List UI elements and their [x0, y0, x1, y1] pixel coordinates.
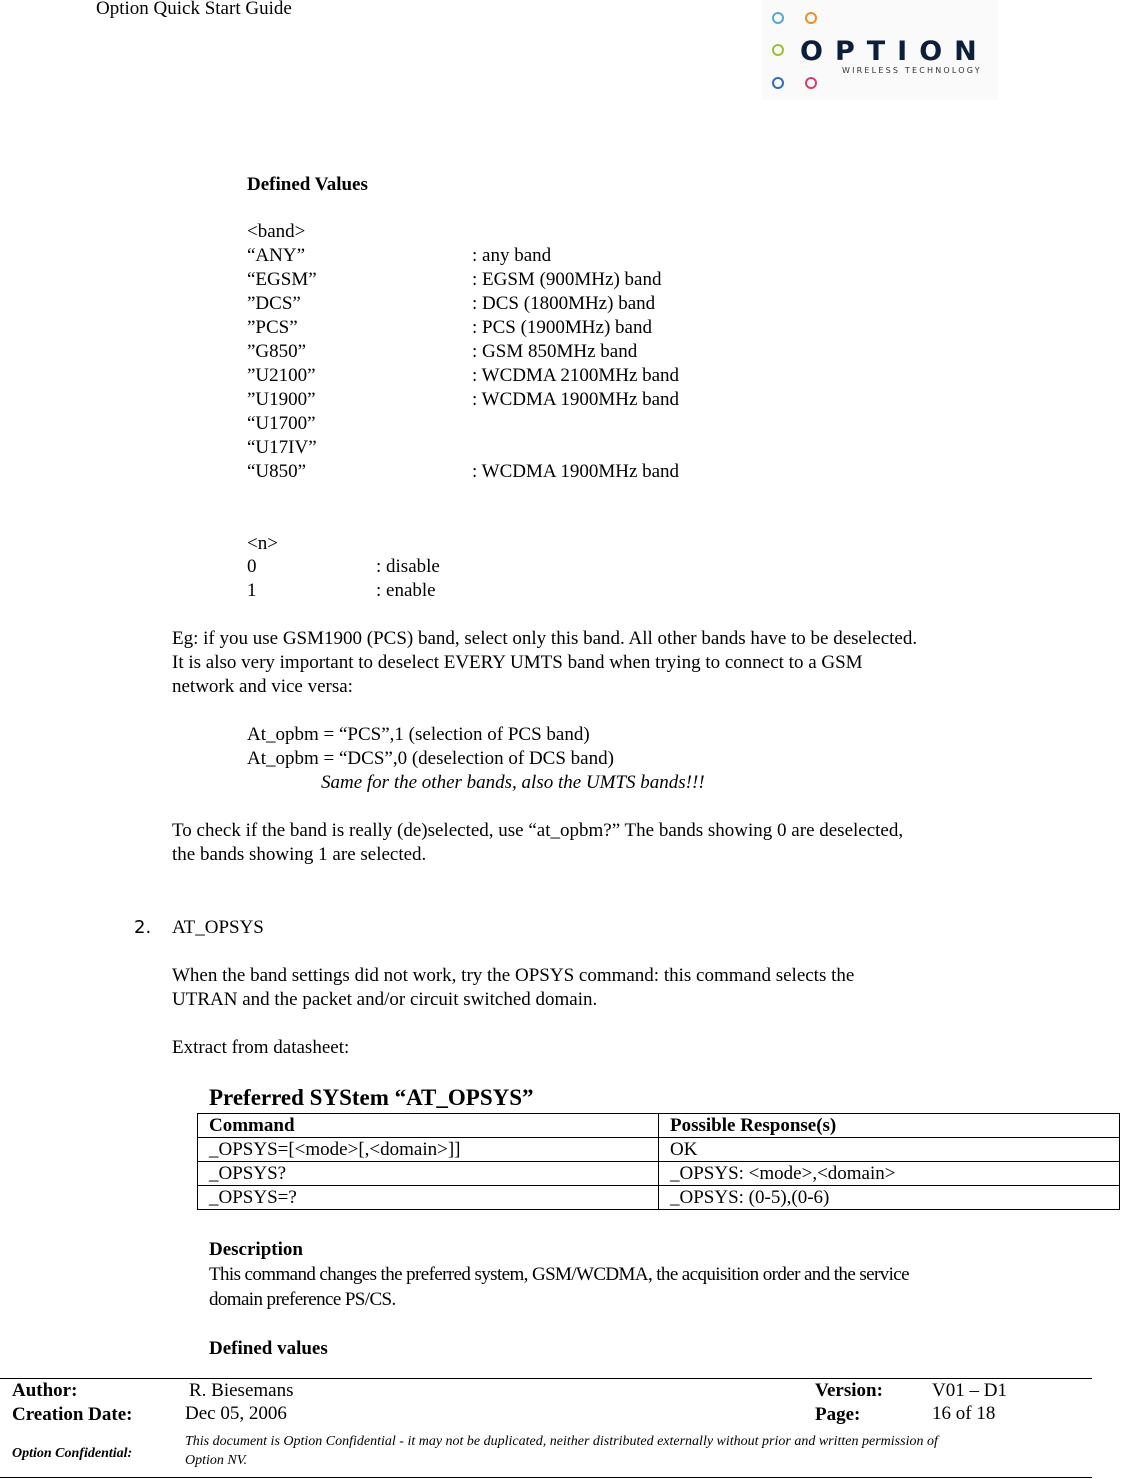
- opsys-command-table: [197, 1113, 1120, 1210]
- table-header-row: [198, 1114, 1120, 1138]
- logo-ring-icon: [772, 12, 784, 24]
- example-note: Same for the other bands, also the UMTS bands!!!: [321, 772, 705, 793]
- footer-author: R. Biesemans: [189, 1380, 294, 1401]
- description-line: This command changes the preferred system, GSM/WCDMA, the acquisition order and the service: [209, 1264, 909, 1285]
- table-row: [198, 1138, 1120, 1162]
- example-command-2: At_opbm = “DCS”,0 (deselection of DCS band): [247, 748, 614, 769]
- footer-author-label: Author:: [12, 1380, 78, 1401]
- logo-ring-icon: [772, 77, 784, 89]
- band-name: “U850”: [247, 461, 307, 482]
- table-header-cell: Possible Response(s): [659, 1114, 1120, 1138]
- band-name: “EGSM”: [247, 269, 317, 290]
- band-name: ”DCS”: [247, 293, 301, 314]
- band-description: : WCDMA 2100MHz band: [472, 365, 680, 386]
- check-line: the bands showing 1 are selected.: [172, 844, 427, 865]
- table-cell: _OPSYS?: [198, 1162, 659, 1186]
- description-line: domain preference PS/CS.: [209, 1289, 396, 1310]
- n-description: : disable: [376, 556, 440, 577]
- section-title: AT_OPSYS: [172, 917, 264, 938]
- footer-confidential-text: Option NV.: [185, 1453, 247, 1468]
- example-line: It is also very important to deselect EVERY UMTS band when trying to connect to a GSM: [172, 652, 863, 673]
- band-name: “U1700”: [247, 413, 316, 434]
- footer-confidential-text: This document is Option Confidential - it may not be duplicated, neither distributed externally without prior and written permission of: [185, 1434, 938, 1449]
- band-name: ”PCS”: [247, 317, 298, 338]
- logo-tagline: WIRELESS TECHNOLOGY: [842, 66, 982, 75]
- table-row: [198, 1162, 1120, 1186]
- footer-top-rule: [0, 1378, 1092, 1379]
- extract-label: Extract from datasheet:: [172, 1037, 350, 1058]
- document-title: Option Quick Start Guide: [96, 0, 292, 19]
- band-description: : WCDMA 1900MHz band: [472, 461, 680, 482]
- example-line: network and vice versa:: [172, 676, 353, 697]
- band-name: ”U1900”: [247, 389, 316, 410]
- table-cell: _OPSYS: <mode>,<domain>: [659, 1162, 1120, 1186]
- table-row: [198, 1186, 1120, 1210]
- section-intro-line: When the band settings did not work, try the OPSYS command: this command selects the: [172, 965, 855, 986]
- example-line: Eg: if you use GSM1900 (PCS) band, select only this band. All other bands have to be deselected.: [172, 628, 918, 649]
- table-cell: OK: [659, 1138, 1120, 1162]
- n-value: 1: [247, 580, 257, 601]
- band-description: : GSM 850MHz band: [472, 341, 638, 362]
- band-name: “ANY”: [247, 245, 306, 266]
- band-name: ”U2100”: [247, 365, 316, 386]
- footer-page: 16 of 18: [932, 1403, 996, 1424]
- footer-date-label: Creation Date:: [12, 1404, 133, 1425]
- band-name: ”G850”: [247, 341, 307, 362]
- band-description: : PCS (1900MHz) band: [472, 317, 652, 338]
- check-line: To check if the band is really (de)selected, use “at_opbm?” The bands showing 0 are deselected,: [172, 820, 904, 841]
- description-heading: Description: [209, 1239, 303, 1260]
- logo-wordmark: OPTION: [800, 36, 989, 67]
- band-description: : DCS (1800MHz) band: [472, 293, 656, 314]
- band-description: : WCDMA 1900MHz band: [472, 389, 680, 410]
- logo-ring-icon: [805, 12, 817, 24]
- logo-ring-icon: [805, 77, 817, 89]
- table-header-cell: Command: [198, 1114, 659, 1138]
- n-param: <n>: [247, 533, 278, 554]
- option-logo: [762, 0, 998, 100]
- example-command-1: At_opbm = “PCS”,1 (selection of PCS band): [247, 724, 590, 745]
- table-cell: _OPSYS=?: [198, 1186, 659, 1210]
- n-description: : enable: [376, 580, 436, 601]
- section-intro-line: UTRAN and the packet and/or circuit switched domain.: [172, 989, 598, 1010]
- defined-values-subheading: Defined values: [209, 1338, 328, 1359]
- footer-confidential-label: Option Confidential:: [12, 1446, 133, 1461]
- band-description: : any band: [472, 245, 552, 266]
- band-param: <band>: [247, 221, 306, 242]
- n-value: 0: [247, 556, 257, 577]
- section-number: 2.: [134, 917, 152, 938]
- footer-bottom-rule: [0, 1477, 1092, 1478]
- band-name: “U17IV”: [247, 437, 317, 458]
- table-title: Preferred SYStem “AT_OPSYS”: [209, 1085, 534, 1110]
- footer-date: Dec 05, 2006: [185, 1403, 287, 1424]
- footer-version: V01 – D1: [932, 1380, 1007, 1401]
- table-cell: _OPSYS=[<mode>[,<domain>]]: [198, 1138, 659, 1162]
- footer-version-label: Version:: [815, 1380, 883, 1401]
- defined-values-heading: Defined Values: [247, 174, 368, 195]
- footer-page-label: Page:: [815, 1404, 861, 1425]
- band-description: : EGSM (900MHz) band: [472, 269, 662, 290]
- logo-ring-icon: [772, 44, 784, 56]
- table-cell: _OPSYS: (0-5),(0-6): [659, 1186, 1120, 1210]
